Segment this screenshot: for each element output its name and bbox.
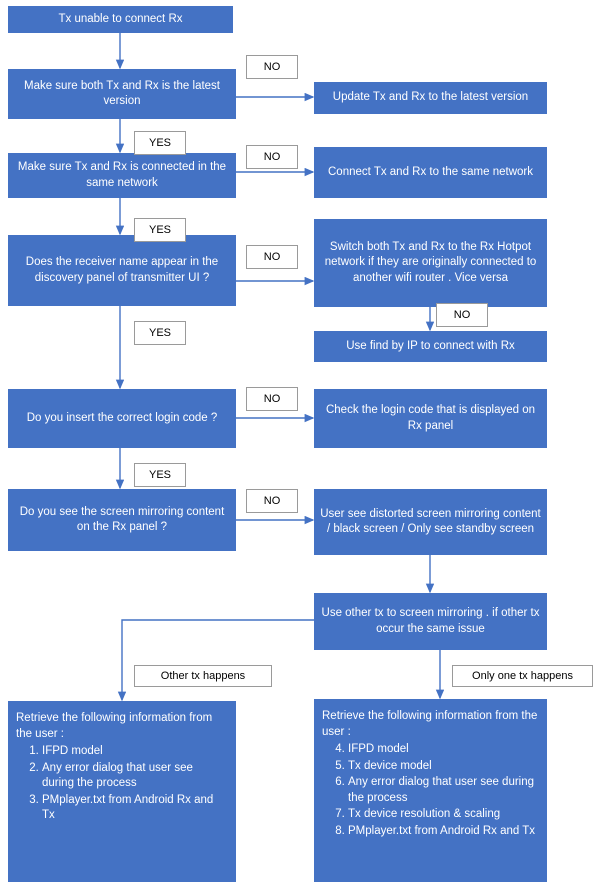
node-collect-info-left-lead: Retrieve the following information from the user : [16,712,213,740]
node-use-other-tx-label: Use other tx to screen mirroring . if other tx occur the same issue [321,607,543,635]
edge-label-no-hotspot-text: NO [453,309,471,321]
node-collect-info-right-list [322,742,539,839]
node-collect-info-right [314,699,547,882]
edge-label-yes-logincode-text: YES [148,469,171,481]
edge-label-yes-network [134,218,186,242]
list-item: 8. PMplayer.txt from Android Rx and Tx [348,824,539,840]
node-start-label: Tx unable to connect Rx [58,12,183,25]
list-item: 3. PMplayer.txt from Android Rx and Tx [42,793,228,824]
node-check-same-network [8,153,236,198]
node-login-code-question-label: Do you insert the correct login code ? [26,411,218,424]
node-start [8,6,233,33]
node-discovery-panel-question [8,235,236,306]
list-item: 7. Tx device resolution & scaling [348,807,539,823]
node-update-latest-version-label: Update Tx and Rx to the latest version [332,91,529,104]
list-item: 2. Any error dialog that user see during the process [42,761,228,792]
node-collect-info-right-lead: Retrieve the following information from the user : [322,710,538,738]
node-connect-same-network [314,147,547,198]
edge-label-yes-logincode [134,463,186,487]
node-screen-mirroring-question [8,489,236,551]
node-find-by-ip-label: Use find by IP to connect with Rx [346,339,515,352]
edge-label-no-logincode-text: NO [263,393,281,405]
node-find-by-ip [314,331,547,362]
node-switch-hotspot-network [314,219,547,307]
edge-label-no-mirroring [246,489,298,513]
edge-label-yes-discovery-text: YES [148,327,171,339]
node-collect-info-left [8,701,236,882]
node-switch-hotspot-network-label: Switch both Tx and Rx to the Rx Hotpot network if they are originally connected to another wifi router . Vice versa [324,240,540,284]
node-connect-same-network-label: Connect Tx and Rx to the same network [328,165,533,178]
edge-label-no-mirroring-text: NO [263,495,281,507]
node-use-other-tx [314,593,547,650]
edge-label-no-discovery [246,245,298,269]
edge-label-no-network-text: NO [263,151,281,163]
node-distorted-screen-label: User see distorted screen mirroring content / black screen / Only see standby screen [320,507,544,535]
edge-label-other-tx-text: Other tx happens [160,670,246,682]
node-collect-info-left-list [16,744,228,824]
edge-label-only-one-tx [452,665,593,687]
edge-label-yes-discovery [134,321,186,345]
edge-label-yes-version-text: YES [148,137,171,149]
node-check-login-code-label: Check the login code that is displayed on Rx panel [325,404,539,432]
edge-label-no-discovery-text: NO [263,251,281,263]
list-item: 6. Any error dialog that user see during the process [348,775,539,806]
edge-label-only-one-tx-text: Only one tx happens [472,670,573,682]
list-item: 1. IFPD model [42,744,228,760]
node-login-code-question [8,389,236,448]
node-check-login-code [314,389,547,448]
edge-label-no-hotspot [436,303,488,327]
node-update-latest-version [314,82,547,114]
node-check-latest-version-label: Make sure both Tx and Rx is the latest version [23,79,224,107]
edge-label-yes-version [134,131,186,155]
list-item: 4. IFPD model [348,742,539,758]
node-distorted-screen [314,489,547,555]
edge-label-no-network [246,145,298,169]
edge-label-yes-network-text: YES [148,224,171,236]
node-check-latest-version [8,69,236,119]
edge-label-no-logincode [246,387,298,411]
node-discovery-panel-question-label: Does the receiver name appear in the discovery panel of transmitter UI ? [25,256,222,284]
edge-label-other-tx [134,665,272,687]
node-check-same-network-label: Make sure Tx and Rx is connected in the same network [17,161,230,189]
edge-label-no-version-text: NO [263,61,281,73]
edge-label-no-version [246,55,298,79]
list-item: 5. Tx device model [348,759,539,775]
node-screen-mirroring-question-label: Do you see the screen mirroring content on the Rx panel ? [19,505,228,533]
